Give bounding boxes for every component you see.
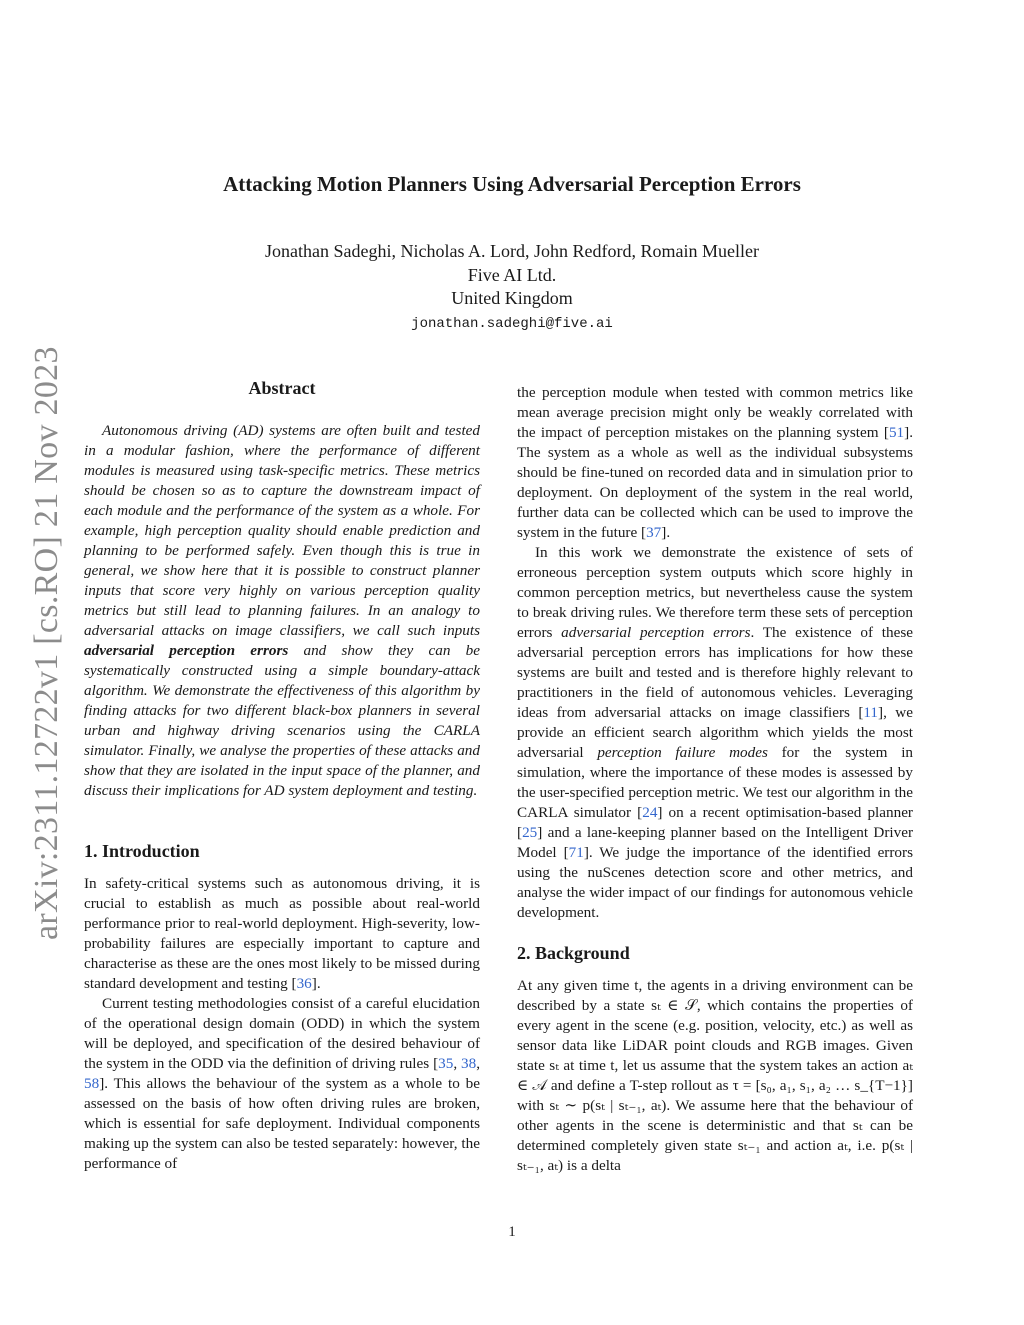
right-column [517, 383, 913, 1176]
author-country: United Kingdom [451, 288, 573, 308]
citation-link[interactable]: 38 [461, 1055, 477, 1072]
section-heading-introduction: 1. Introduction [84, 841, 200, 861]
intro-paragraph-3: the perception module when tested with common metrics like mean average precision might only be weakly correlated with the impact of perception mistakes on the planning system [51]. The system as a whole as well as the individual subsystems should be fine-tuned on recorded data and in simulation prior to deployment. On deployment of the system in the real world, further data can be collected which can be used to improve the system in the future [37]. [517, 384, 913, 541]
section-heading-background: 2. Background [517, 943, 630, 963]
author-names: Jonathan Sadeghi, Nicholas A. Lord, John Redford, Romain Mueller [265, 241, 759, 261]
left-column [84, 378, 480, 1174]
citation-link[interactable]: 24 [642, 804, 658, 821]
intro-paragraph-4: In this work we demonstrate the existence of sets of erroneous perception system outputs which score highly in common perception metrics, but nevertheless cause the system to break driving rules. We therefore term these sets of perception errors adversarial perception errors. The existence of these adversarial perception errors has implications for how these systems are built and tested and is therefore highly relevant to practitioners in the field of autonomous vehicles. Leveraging ideas from adversarial attacks on image classifiers [11], we provide an efficient search algorithm which yields the most adversarial perception failure modes for the system in simulation, where the importance of these modes is assessed by the user-specified perception metric. We test our algorithm in the CARLA simulator [24] on a recent optimisation-based planner [25] and a lane-keeping planner based on the Intelligent Driver Model [71]. We judge the importance of the identified errors using the nuScenes detection score and other metrics, and analyse the wider impact of our findings for autonomous vehicle development. [517, 544, 914, 921]
abstract-text: Autonomous driving (AD) systems are often built and tested in a modular fashion, where the performance of different modules is measured using task-specific metrics. These metrics should be chosen so as to capture the downstream impact of each module and the performance of the system as a whole. For example, high perception quality should enable prediction and planning to be performed safely. Even though this is true in general, we show here that it is possible to construct planner inputs that score very highly on various perception quality metrics but still lead to planning failures. In an analogy to adversarial attacks on image classifiers, we call such inputs adversarial perception errors and show they can be systematically constructed using a simple boundary-attack algorithm. We demonstrate the effectiveness of this algorithm by finding attacks for two different black-box planners in several urban and highway driving scenarios using the CARLA simulator. Finally, we analyse the properties of these attacks and show that they are isolated in the input space of the planner, and discuss their implications for AD system deployment and testing. [84, 422, 480, 799]
abstract-keyword: adversarial perception errors [84, 642, 289, 659]
citation-link[interactable]: 25 [522, 824, 538, 841]
citation-link[interactable]: 36 [296, 975, 312, 992]
citation-link[interactable]: 51 [888, 424, 905, 441]
citation-link[interactable]: 58 [84, 1075, 100, 1092]
background-paragraph-1: At any given time t, the agents in a driving environment can be described by a state sₜ ∈ 𝒮, which contains the properties of every agent in the scene (e.g. position, velocity, etc.) as well as sensor data like LiDAR point clouds and RGB images. Given state sₜ at time t, let us assume that the system takes an action aₜ ∈ 𝒜 and define a T-step rollout as τ = [s₀, a₁, s₁, a₂ … s_{T−1}] with sₜ ∼ p(sₜ | sₜ₋₁, aₜ). We assume here that the behaviour of other agents in the scene is deterministic and that sₜ can be determined completely given state sₜ₋₁ and action aₜ, i.e. p(sₜ | sₜ₋₁, aₜ) is a delta [517, 977, 913, 1174]
author-affiliation: Five AI Ltd. [467, 264, 557, 285]
arxiv-identifier-stamp: arXiv:2311.12722v1 [cs.RO] 21 Nov 2023 [28, 346, 65, 940]
citation-link[interactable]: 37 [646, 524, 662, 541]
author-block [0, 240, 1024, 311]
author-email[interactable]: jonathan.sadeghi@five.ai [411, 316, 613, 332]
paper-title: Attacking Motion Planners Using Adversarial Perception Errors [223, 172, 801, 196]
citation-link[interactable]: 11 [863, 704, 879, 721]
intro-paragraph-2: Current testing methodologies consist of a careful elucidation of the operational design domain (ODD) in which the system will be deployed, and specification of the desired behaviour of the system in the ODD via the definition of driving rules [35, 38, 58]. This allows the behaviour of the system as a whole to be assessed on the basis of how often driving rules are broken, which is essential for safe deployment. Individual components making up the system can also be tested separately: however, the performance of [84, 995, 481, 1172]
intro-paragraph-1: In safety-critical systems such as autonomous driving, it is crucial to establish as much as possible about real-world performance prior to real-world deployment. High-severity, low-probability failures are especially important to capture and characterise as these are the ones most likely to be missed during standard development and testing [36]. [84, 875, 480, 992]
abstract-heading: Abstract [248, 378, 316, 398]
page-number: 1 [508, 1224, 516, 1240]
citation-link[interactable]: 35 [438, 1055, 454, 1072]
citation-link[interactable]: 71 [568, 844, 584, 861]
